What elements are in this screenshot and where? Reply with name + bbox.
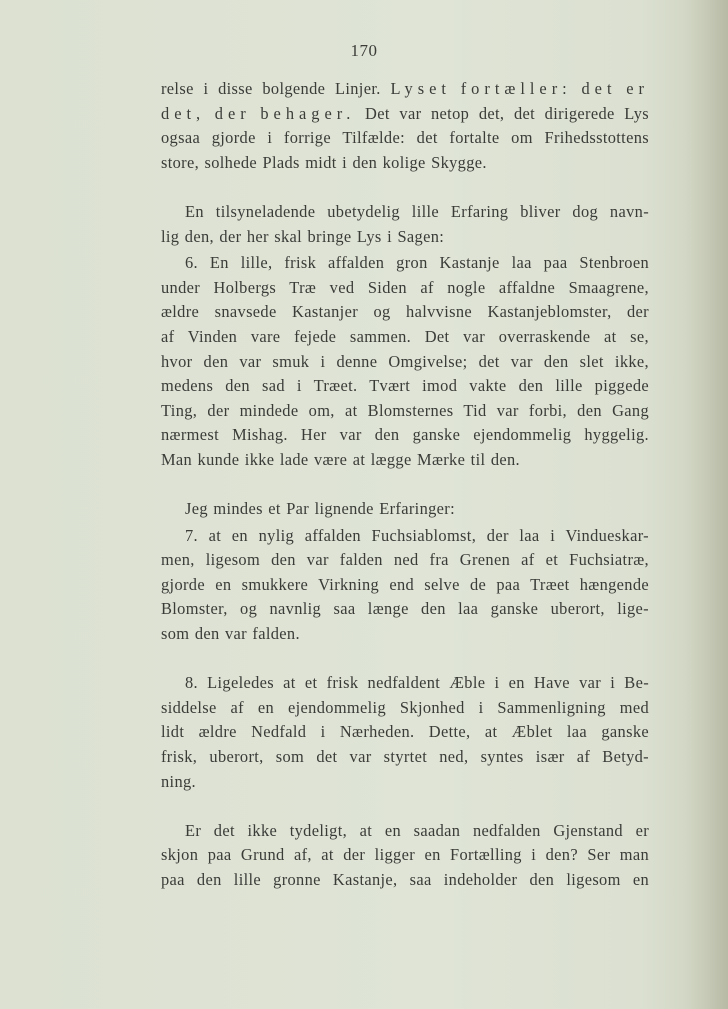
emphasized-text: behager. [260, 103, 356, 123]
paragraph-gap [161, 794, 649, 819]
emphasized-text: der [214, 103, 251, 123]
text-line: men, ligesom den var falden ned fra Grenen af et Fuchsiatræ, [161, 550, 649, 570]
text-line: under Holbergs Træ ved Siden af nogle affaldne Smaagrene, [161, 277, 649, 297]
text-line: paa den lille gronne Kastanje, saa indeholder den ligesom en [161, 870, 649, 889]
paragraph-gap [161, 175, 649, 200]
text-line: gjorde en smukkere Virkning end selve de paa Træet hængende [161, 574, 649, 594]
numbered-paragraph-7 [161, 524, 649, 647]
emphasized-text: er [626, 79, 649, 98]
text-line [161, 77, 649, 102]
text-line: som den var falden. [161, 624, 300, 644]
text-line: siddelse af en ejendommelig Skjonhed i Sammenligning med [161, 697, 649, 717]
page-number: 170 [350, 41, 378, 60]
numbered-paragraph-6 [161, 251, 649, 472]
emphasized-text: det [581, 79, 617, 98]
text-run: Det var netop det, det dirigerede Lys [365, 103, 649, 123]
text-line: En tilsyneladende ubetydelig lille Erfaring bliver dog navn- [185, 201, 649, 221]
text-line: Er det ikke tydeligt, at en saadan nedfalden Gjenstand er [185, 820, 649, 840]
text-line: Jeg mindes et Par lignende Erfaringer: [185, 499, 455, 519]
text-line: hvor den var smuk i denne Omgivelse; det var den slet ikke, [161, 351, 649, 371]
text-line: skjon paa Grund af, at der ligger en Fortælling i den? Ser man [161, 845, 649, 865]
paragraph [161, 200, 649, 249]
paragraph-continuation [161, 77, 649, 175]
emphasized-text: det, [161, 103, 206, 123]
paragraph-gap [161, 647, 649, 672]
text-line: lidt ældre Nedfald i Nærheden. Dette, at Æblet laa ganske [161, 722, 649, 742]
text-line: ogsaa gjorde i forrige Tilfælde: det fortalte om Frihedsstottens [161, 128, 649, 148]
paragraph [161, 497, 649, 522]
text-line [161, 102, 649, 127]
emphasized-text: fortæller: [460, 79, 572, 98]
paragraph [161, 819, 649, 893]
text-line: nærmest Mishag. Her var den ganske ejendommelig hyggelig. [161, 425, 649, 445]
text-run: relse i disse bolgende Linjer. [161, 79, 381, 98]
text-line: medens den sad i Træet. Tvært imod vakte den lille piggede [161, 376, 649, 396]
text-line: ning. [161, 771, 196, 791]
body-text [161, 77, 649, 893]
text-line: Ting, der mindede om, at Blomsternes Tid var forbi, den Gang [161, 400, 649, 420]
text-line: 7. at en nylig affalden Fuchsiablomst, der laa i Vindueskar- [185, 525, 649, 545]
text-line: 8. Ligeledes at et frisk nedfaldent Æble i en Have var i Be- [185, 673, 649, 693]
text-line: lig den, der her skal bringe Lys i Sagen: [161, 226, 445, 246]
text-line: Man kunde ikke lade være at lægge Mærke til den. [161, 449, 520, 469]
paragraph-gap [161, 473, 649, 498]
text-line: ældre snavsede Kastanjer og halvvisne Kastanjeblomster, der [161, 302, 649, 322]
text-line: frisk, uberort, som det var styrtet ned, syntes især af Betyd- [161, 747, 649, 767]
numbered-paragraph-8 [161, 671, 649, 794]
text-line: af Vinden vare fejede sammen. Det var overraskende at se, [161, 326, 649, 346]
text-line: store, solhede Plads midt i den kolige Skygge. [161, 152, 487, 172]
text-line: 6. En lille, frisk affalden gron Kastanje laa paa Stenbroen [185, 253, 649, 273]
emphasized-text: Lyset [390, 79, 451, 98]
text-line: Blomster, og navnlig saa længe den laa ganske uberort, lige- [161, 599, 649, 619]
